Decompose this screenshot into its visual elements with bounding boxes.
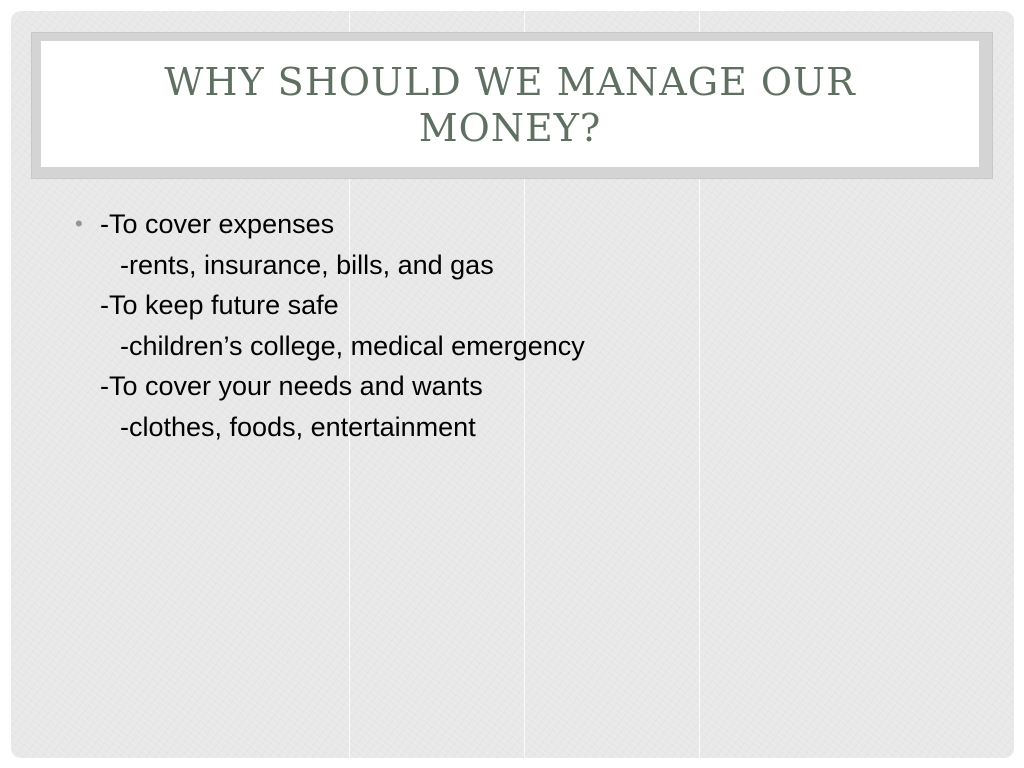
title-box — [41, 41, 979, 167]
body-line: -To keep future safe — [100, 290, 339, 320]
slide — [11, 11, 1014, 758]
body-subline: -children’s college, medical emergency — [120, 330, 585, 361]
slide-body — [75, 204, 975, 447]
body-subline: -clothes, foods, entertainment — [120, 411, 476, 442]
bullet-text-block — [100, 204, 585, 447]
body-line: -To cover expenses — [100, 209, 335, 239]
slide-title: WHY SHOULD WE MANAGE OUR MONEY? — [164, 60, 856, 150]
bullet-icon: • — [75, 211, 83, 236]
body-subline: -rents, insurance, bills, and gas — [120, 249, 494, 280]
body-line: -To cover your needs and wants — [100, 371, 483, 401]
bullet-item — [75, 204, 975, 447]
